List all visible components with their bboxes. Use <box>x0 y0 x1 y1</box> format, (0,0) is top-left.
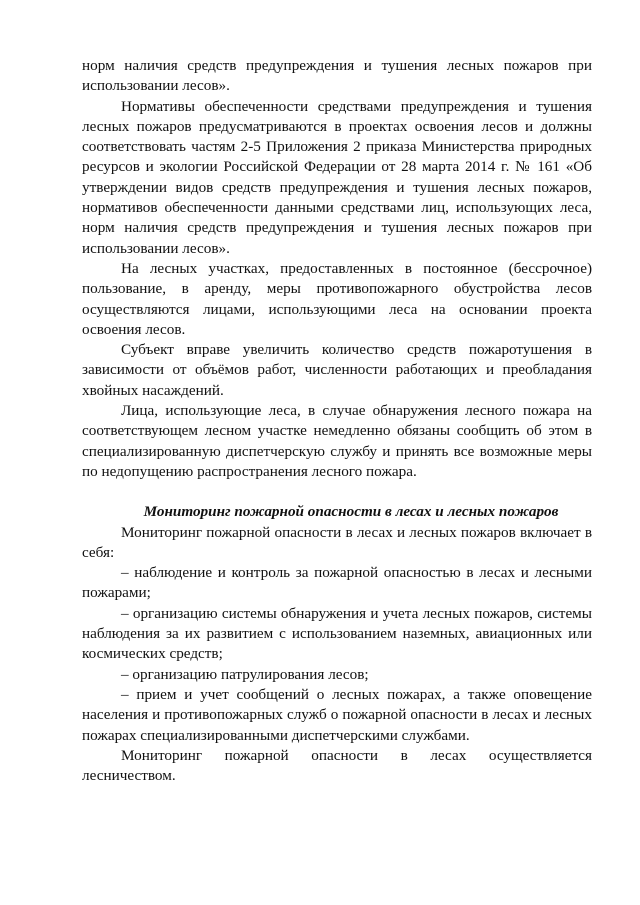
paragraph-continuation: норм наличия средств предупреждения и тушения лесных пожаров при использовании лесов». <box>82 57 592 95</box>
paragraph-fire-reporting: Лица, использующие леса, в случае обнаружения лесного пожара на соответствующем лесном участке немедленно обязаны сообщить об этом в специализированную диспетчерскую службу и принять все возможные меры по недопущению распространения лесного пожара. <box>82 402 592 480</box>
document-page <box>82 56 592 786</box>
paragraph-forest-plots: На лесных участках, предоставленных в постоянное (бессрочное) пользование, в аренду, меры противопожарного обустройства лесов осуществляются лицами, использующими леса на основании проекта освоения лесов. <box>82 259 592 338</box>
list-item-patrolling: – организацию патрулирования лесов; <box>121 665 369 683</box>
list-item-observation: – наблюдение и контроль за пожарной опасностью в лесах и лесными пожарами; <box>82 564 592 602</box>
paragraph-standards: Нормативы обеспеченности средствами предупреждения и тушения лесных пожаров предусматриваются в проектах освоения лесов и должны соответствовать частям 2-5 Приложения 2 приказа Министерства природных ресурсов и экологии Российской Федерации от 28 марта 2014 г. № 161 «Об утверждении видов средств предупреждения и тушения лесных пожаров, нормативов обеспеченности данными средствами лиц, использующих леса, норм наличия средств предупреждения и тушения лесных пожаров при использовании лесов». <box>82 97 592 257</box>
section-spacer <box>82 482 592 502</box>
section-heading: Мониторинг пожарной опасности в лесах и лесных пожаров <box>143 503 559 521</box>
paragraph-monitoring-intro: Мониторинг пожарной опасности в лесах и лесных пожаров включает в себя: <box>82 523 592 561</box>
paragraph-subject-rights: Субъект вправе увеличить количество средств пожаротушения в зависимости от объёмов работ, численности работающих и преобладания хвойных насаждений. <box>82 341 592 399</box>
list-item-detection-system: – организацию системы обнаружения и учета лесных пожаров, системы наблюдения за их развитием с использованием наземных, авиационных или космических средств; <box>82 604 592 663</box>
list-item-reports: – прием и учет сообщений о лесных пожарах, а также оповещение населения и противопожарных служб о пожарной опасности в лесах и лесных пожарах специализированными диспетчерскими службами. <box>82 685 592 744</box>
paragraph-monitoring-responsibility: Мониторинг пожарной опасности в лесах осуществляется лесничеством. <box>82 746 592 785</box>
